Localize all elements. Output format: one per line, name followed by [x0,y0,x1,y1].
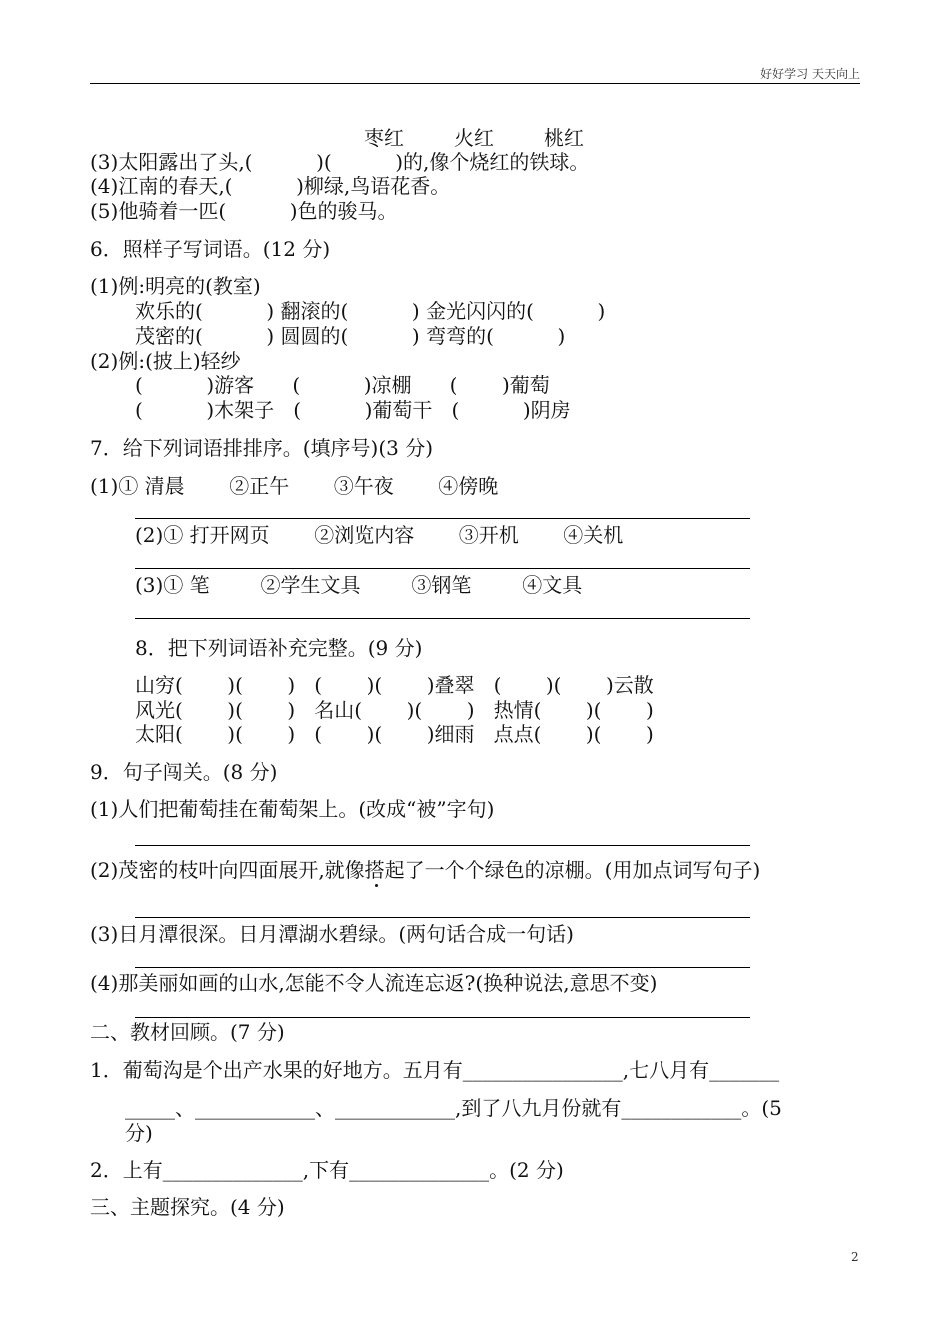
q9-title: 9．句子闯关。(8 分) [90,760,278,784]
q7-item-2: (2)① 打开网页 ②浏览内容 ③开机 ④关机 [135,523,624,547]
answer-line[interactable] [135,618,750,619]
q5-item-5: (5)他骑着一匹( )色的骏马。 [90,199,398,223]
word-bank-item: 枣红 [364,126,404,150]
q9-sentence-2: (2)茂密的枝叶向四面展开,就像搭起了一个个绿色的凉棚。(用加点词写句子) [90,858,761,882]
section-2-title: 二、教材回顾。(7 分) [90,1020,285,1044]
section-3-title: 三、主题探究。(4 分) [90,1195,285,1219]
word-bank-item: 火红 [454,126,494,150]
q8-row-2: 风光( )( ) 名山( )( ) 热情( )( ) [135,698,654,722]
answer-line[interactable] [135,917,750,918]
q9-sentence-3: (3)日月潭很深。日月潭湖水碧绿。(两句话合成一句话) [90,922,574,946]
q6-row-3: ( )游客 ( )凉棚 ( )葡萄 [135,373,550,397]
q9-sentence-1: (1)人们把葡萄挂在葡萄架上。(改成“被”字句) [90,797,495,821]
answer-line[interactable] [135,568,750,569]
q6-row-4: ( )木架子 ( )葡萄干 ( )阴房 [135,398,571,422]
q6-example-1: (1)例:明亮的(教室) [90,274,261,298]
q7-item-1: (1)① 清晨 ②正午 ③午夜 ④傍晚 [90,474,499,498]
q6-title: 6．照样子写词语。(12 分) [90,237,331,261]
section-2-q1-line-2: _____、____________、____________,到了八九月份就有____________。(5 [125,1096,782,1120]
answer-line[interactable] [135,1017,750,1018]
header-motto: 好好学习 天天向上 [760,67,860,81]
q7-item-3: (3)① 笔 ②学生文具 ③钢笔 ④文具 [135,573,583,597]
q8-row-3: 太阳( )( ) ( )( )细雨 点点( )( ) [135,722,654,746]
answer-line[interactable] [135,845,750,846]
emphasis-dot [375,884,378,887]
q8-row-1: 山穷( )( ) ( )( )叠翠 ( )( )云散 [135,673,654,697]
q9-sentence-4: (4)那美丽如画的山水,怎能不令人流连忘返?(换种说法,意思不变) [90,971,658,995]
word-bank-item: 桃红 [544,126,584,150]
q6-row-2: 茂密的( ) 圆圆的( ) 弯弯的( ) [135,324,566,348]
page-number: 2 [851,1250,859,1264]
answer-line[interactable] [135,518,750,519]
q7-title: 7．给下列词语排排序。(填序号)(3 分) [90,436,434,460]
header-divider [90,83,860,84]
q5-item-4: (4)江南的春天,( )柳绿,鸟语花香。 [90,174,451,198]
section-2-q2: 2．上有______________,下有______________。(2 分) [90,1158,564,1182]
section-2-q1-line-1: 1．葡萄沟是个出产水果的好地方。五月有________________,七八月有_______ [90,1058,780,1082]
q5-item-3: (3)太阳露出了头,( )( )的,像个烧红的铁球。 [90,150,590,174]
q8-title: 8．把下列词语补充完整。(9 分) [135,636,423,660]
q6-row-1: 欢乐的( ) 翻滚的( ) 金光闪闪的( ) [135,299,606,323]
section-2-q1-line-3: 分) [125,1121,153,1145]
q6-example-2: (2)例:(披上)轻纱 [90,349,241,373]
answer-line[interactable] [135,967,750,968]
